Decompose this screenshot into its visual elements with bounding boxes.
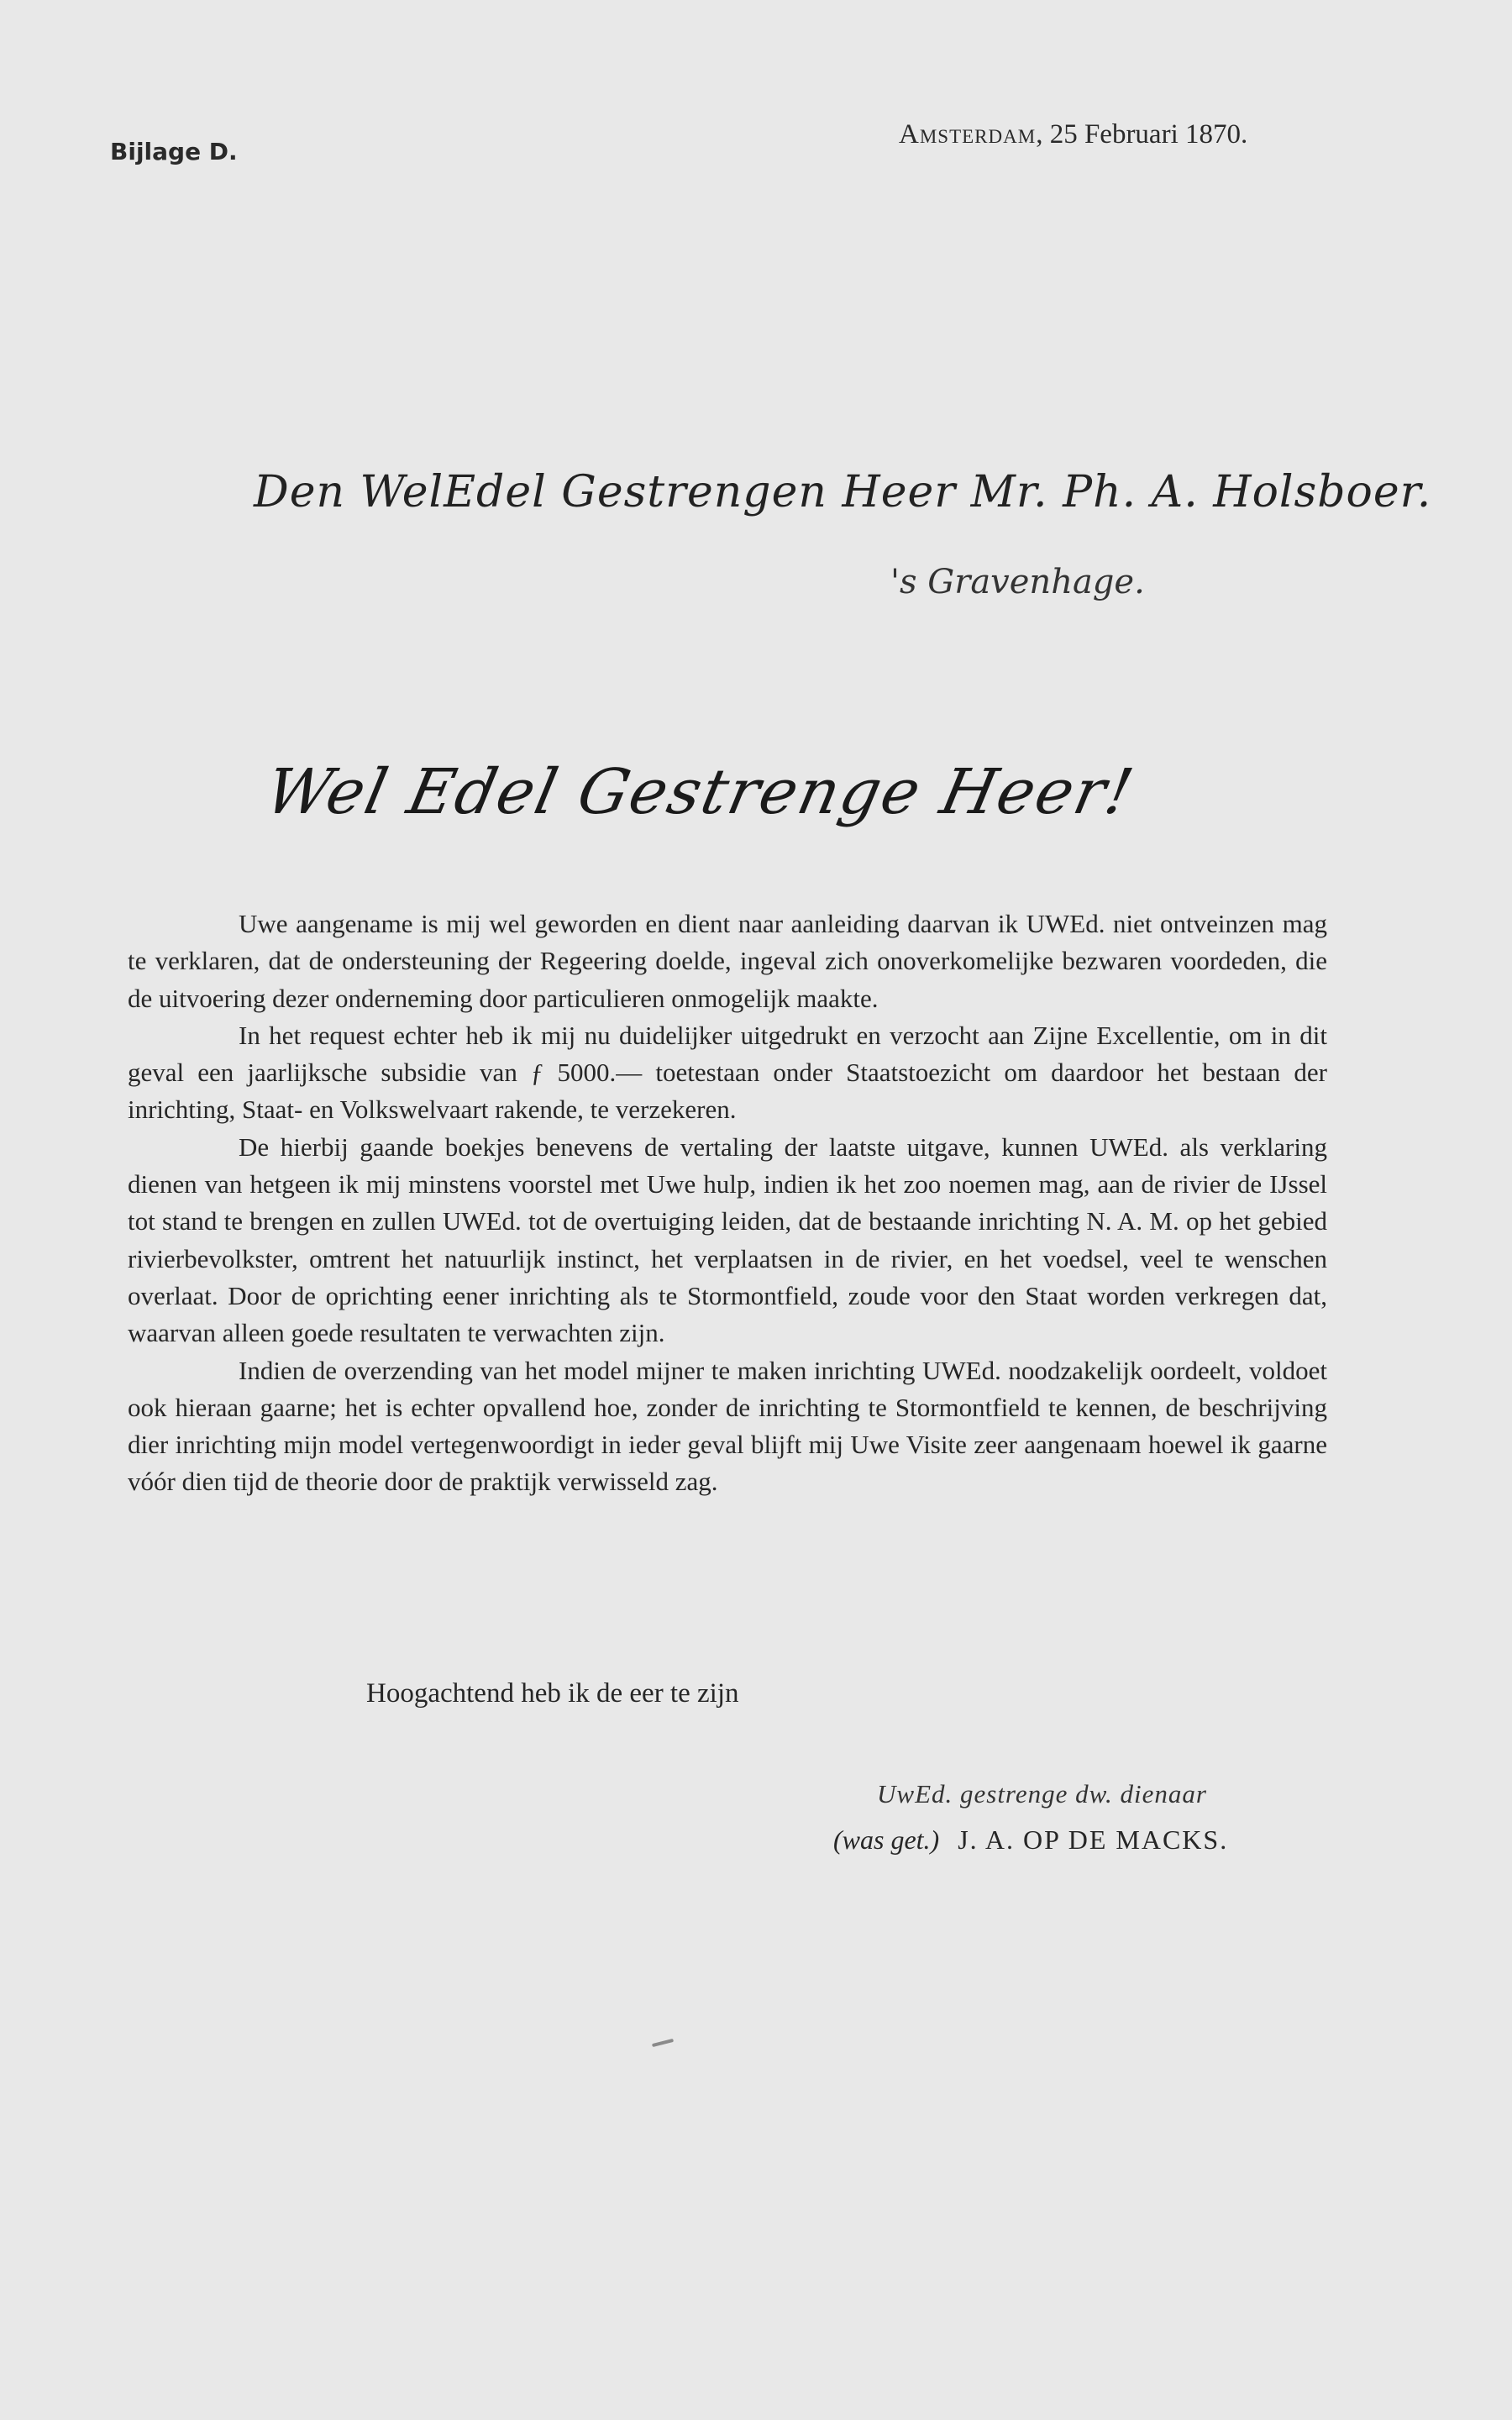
- paragraph: Indien de overzending van het model mijner te maken inrichting UWEd. noodzakelijk oordeelt, voldoet ook hieraan gaarne; het is echter opvallend hoe, zonder de inrichting te Stormontfield te kennen, de beschrijving dier inrichting mijn model vertegenwoordigt in ieder geval blijft mij Uwe Visite zeer aangenaam hoewel ik gaarne vóór dien tijd de theorie door de praktijk verwisseld zag.: [128, 1355, 1327, 1497]
- date-line: [899, 119, 1247, 150]
- date-text: , 25 Februari 1870.: [1036, 119, 1248, 150]
- recipient-address: Den WelEdel Gestrengen Heer Mr. Ph. A. Holsboer.: [254, 467, 1432, 517]
- signature-title: UwEd. gestrenge dw. dienaar: [877, 1779, 1207, 1808]
- recipient-city: 's Gravenhage.: [890, 563, 1145, 601]
- paragraph: De hierbij gaande boekjes benevens de vertaling der laatste uitgave, kunnen UWEd. als verklaring dienen van hetgeen ik mij minstens voorstel met Uwe hulp, indien ik het zoo noemen mag, aan de rivier de IJssel tot stand te brengen en zullen UWEd. tot de overtuiging leiden, dat de bestaande inrichting N. A. M. op het gebied rivierbevolkster, omtrent het natuurlijk instinct, het verplaatsen in de rivier, en het voedsel, veel te wenschen overlaat. Door de oprichting eener inrichting als te Stormontfield, zoude voor den Staat worden verkregen dat, waarvan alleen goede resultaten te verwachten zijn.: [128, 1131, 1327, 1348]
- date-city: Amsterdam: [899, 119, 1037, 150]
- signature-note: (was get.): [833, 1824, 940, 1855]
- ink-speck: [652, 2039, 674, 2047]
- closing-line: Hoogachtend heb ik de eer te zijn: [366, 1678, 739, 1709]
- appendix-label: Bijlage D.: [110, 138, 238, 165]
- letter-body: [128, 906, 1327, 1501]
- paragraph: Uwe aangename is mij wel geworden en dient naar aanleiding daarvan ik UWEd. niet ontveinzen mag te verklaren, dat de ondersteuning der Regeering doelde, ingeval zich onoverkomelijke bezwaren voordeden, die de uitvoering dezer onderneming door particulieren onmogelijk maakte.: [128, 909, 1327, 1013]
- salutation: Wel Edel Gestrenge Heer!: [259, 756, 1141, 828]
- signature-line: [833, 1824, 1228, 1856]
- paragraph: In het request echter heb ik mij nu duidelijker uitgedrukt en verzocht aan Zijne Excellentie, om in dit geval een jaarlijksche subsidie van ƒ 5000.— toetestaan onder Staatstoezicht om daardoor het bestaan der inrichting, Staat- en Volkswelvaart rakende, te verzekeren.: [128, 1020, 1327, 1125]
- signature-name: J. A. OP DE MACKS.: [958, 1824, 1229, 1855]
